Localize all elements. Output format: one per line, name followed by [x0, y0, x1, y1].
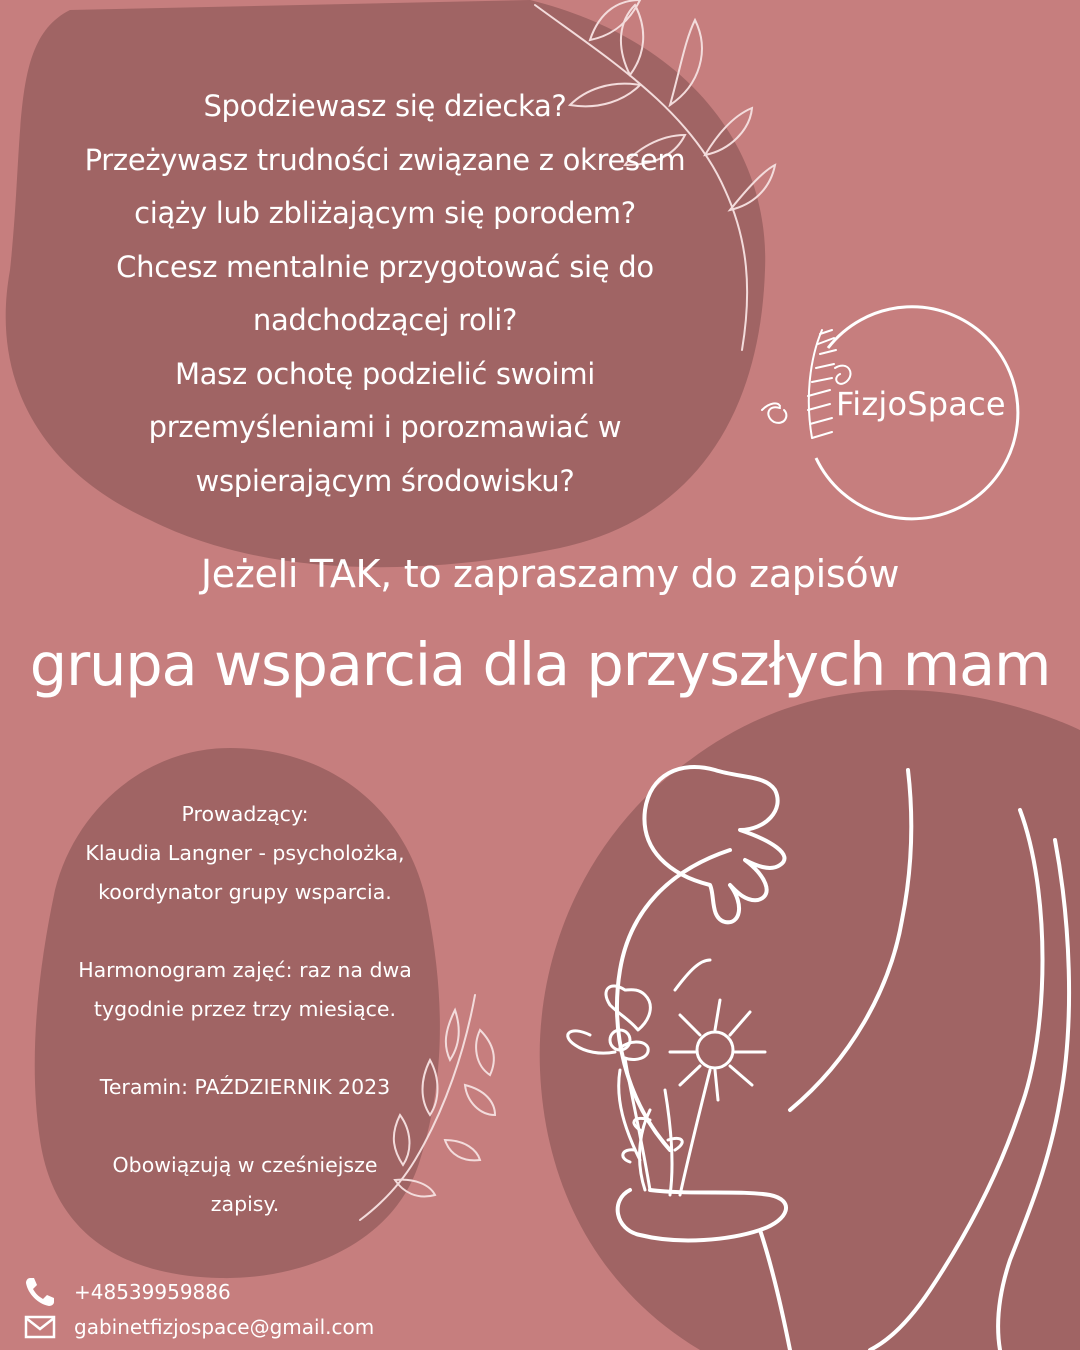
question-line: przemyśleniami i porozmawiać w: [148, 410, 622, 444]
schedule-line: Harmonogram zajęć: raz na dwa: [78, 958, 412, 982]
leader-name: Klaudia Langner - psycholożka,: [85, 841, 405, 865]
question-line: Przeżywasz trudności związane z okresem: [84, 142, 686, 177]
question-list: [40, 80, 730, 508]
notice-line: Obowiązują w cześniejsze: [112, 1153, 378, 1177]
phone-row[interactable]: [24, 1276, 231, 1308]
leader-role: koordynator grupy wsparcia.: [98, 880, 392, 904]
leader-label: Prowadzący:: [181, 802, 309, 826]
question-line: Spodziewasz się dziecka?: [203, 89, 567, 123]
notice-line: zapisy.: [210, 1192, 280, 1216]
phone-number[interactable]: +48539959886: [74, 1280, 231, 1304]
question-line: ciąży lub zbliżającym się porodem?: [134, 196, 636, 230]
email-row[interactable]: [24, 1314, 374, 1340]
logo-name: FizjoSpace: [836, 385, 1006, 423]
pregnancy-illustration: [530, 690, 1080, 1350]
email-icon: [24, 1314, 56, 1340]
question-line: wspierającym środowisku?: [195, 463, 575, 498]
info-block: [60, 795, 430, 1224]
page-title: grupa wsparcia dla przyszłych mam: [29, 630, 1051, 699]
question-line: nadchodzącej roli?: [252, 303, 518, 337]
question-line: Masz ochotę podzielić swoimi: [174, 356, 596, 391]
term-text: Teramin: PAŹDZIERNIK 2023: [99, 1075, 391, 1099]
phone-icon: [24, 1276, 56, 1308]
schedule-line: tygodnie przez trzy miesiące.: [93, 997, 397, 1021]
invite-text: Jeżeli TAK, to zapraszamy do zapisów: [200, 552, 900, 596]
email-address[interactable]: gabinetfizjospace@gmail.com: [74, 1315, 375, 1339]
question-line: Chcesz mentalnie przygotować się do: [116, 249, 654, 284]
